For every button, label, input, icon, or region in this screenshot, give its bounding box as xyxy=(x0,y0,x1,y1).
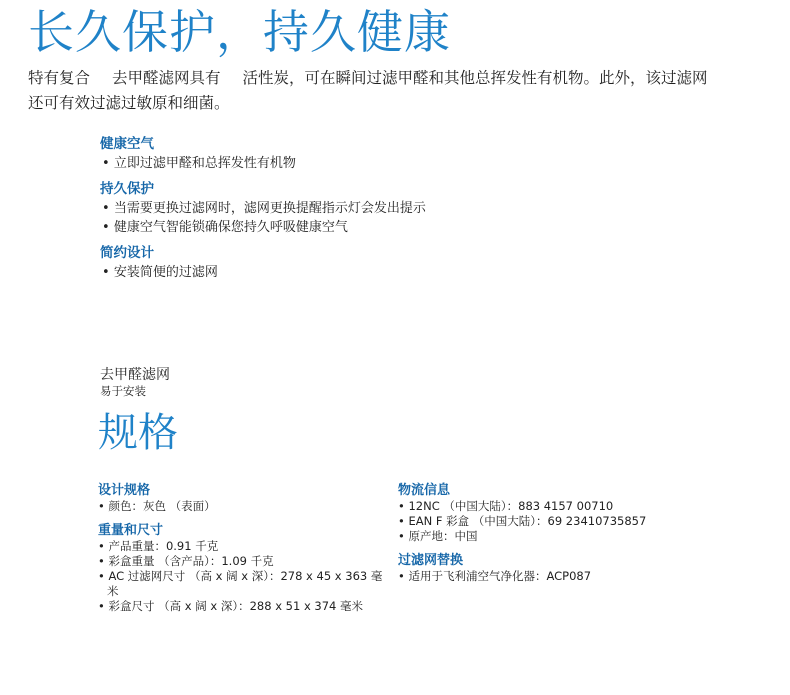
feature-item: • 立即过滤甲醛和总挥发性有机物 xyxy=(102,154,660,173)
spec-item: • 颜色：灰色 （表面） xyxy=(98,499,388,514)
feature-item: • 当需要更换过滤网时，滤网更换提醒指示灯会发出提示 xyxy=(102,199,660,218)
feature-title: 健康空气 xyxy=(100,136,154,152)
spec-heading: 重量和尺寸 xyxy=(98,523,164,538)
hero-title: 长久保护，持久健康 xyxy=(28,5,451,59)
spec-item: • 适用于飞利浦空气净化器：ACP087 xyxy=(398,569,718,584)
feature-group-simple-design xyxy=(100,243,660,282)
spec-group-logistics xyxy=(398,482,718,544)
spec-heading: 过滤网替换 xyxy=(398,553,464,568)
intro-text-1: 特有复合 xyxy=(28,69,91,87)
spec-item: • 产品重量：0.91 千克 xyxy=(98,539,388,554)
feature-list xyxy=(100,134,660,288)
feature-title: 简约设计 xyxy=(100,245,154,261)
feature-group-healthy-air xyxy=(100,134,660,173)
spec-item: • 彩盒尺寸 （高 x 阔 x 深）：288 x 51 x 374 毫米 xyxy=(98,599,388,614)
feature-group-lasting-protection xyxy=(100,179,660,237)
spec-item: • 彩盒重量 （含产品）：1.09 千克 xyxy=(98,554,388,569)
spec-item: • AC 过滤网尺寸 （高 x 阔 x 深）：278 x 45 x 363 毫米 xyxy=(98,569,388,599)
specs-right-column xyxy=(398,482,718,592)
specs-title: 规格 xyxy=(98,410,178,456)
spec-item: • 原产地：中国 xyxy=(398,529,718,544)
intro-paragraph xyxy=(28,66,708,116)
spec-group-filter-replacement xyxy=(398,552,718,584)
feature-item: • 安装简便的过滤网 xyxy=(102,263,660,282)
spec-item: • EAN F 彩盒 （中国大陆）：69 23410735857 xyxy=(398,514,718,529)
spec-heading: 设计规格 xyxy=(98,483,151,498)
intro-text-3: 活性炭，可在瞬间过滤甲醛和其他总挥发性有机物。此外，该过滤网还可有效过滤过敏原和细菌。 xyxy=(28,69,708,112)
spec-heading: 物流信息 xyxy=(398,483,451,498)
spec-item: • 12NC （中国大陆）：883 4157 00710 xyxy=(398,499,718,514)
spec-group-weight-dimensions xyxy=(98,522,388,614)
product-name: 去甲醛滤网 xyxy=(100,367,170,383)
intro-text-2: 去甲醛滤网具有 xyxy=(112,69,221,87)
feature-title: 持久保护 xyxy=(100,181,154,197)
product-subtitle: 易于安装 xyxy=(100,384,146,398)
spec-group-design xyxy=(98,482,388,514)
feature-item: • 健康空气智能锁确保您持久呼吸健康空气 xyxy=(102,218,660,237)
specs-left-column xyxy=(98,482,388,622)
